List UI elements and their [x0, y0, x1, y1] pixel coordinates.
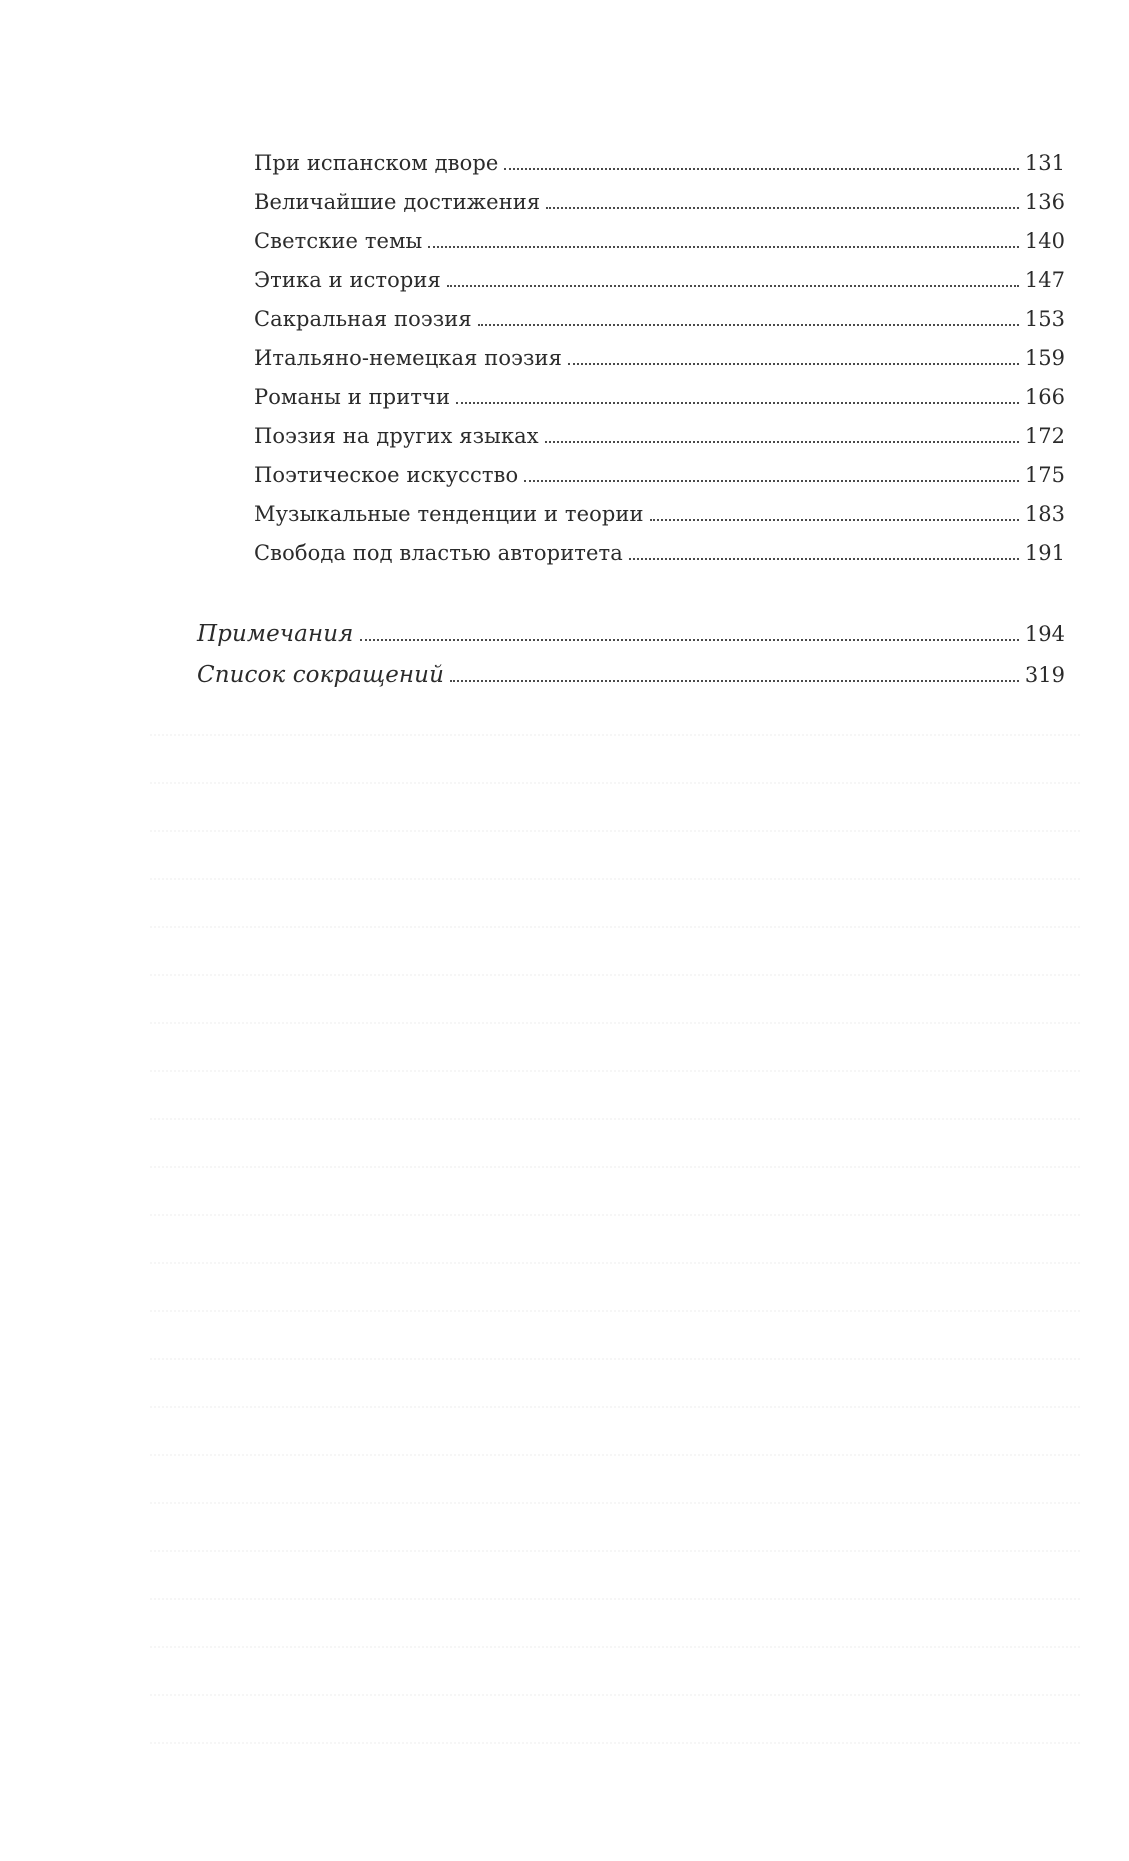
dot-leader — [524, 479, 1019, 482]
toc-entry-page: 159 — [1024, 346, 1065, 370]
toc-entry — [254, 296, 1065, 332]
table-of-contents — [0, 0, 1129, 688]
toc-main-entry — [197, 611, 1065, 647]
dot-leader — [545, 440, 1019, 443]
toc-entry — [254, 374, 1065, 410]
toc-entry — [254, 218, 1065, 254]
toc-entry-page: 131 — [1024, 151, 1065, 175]
dot-leader — [629, 557, 1019, 560]
toc-entry-page: 172 — [1024, 424, 1065, 448]
toc-entry-title: При испанском дворе — [254, 151, 499, 175]
toc-main-entry-title: Примечания — [197, 621, 354, 647]
dot-leader — [546, 206, 1019, 209]
toc-entry-page: 136 — [1024, 190, 1065, 214]
toc-entry-page: 147 — [1024, 268, 1065, 292]
dot-leader — [568, 362, 1019, 365]
dot-leader — [450, 679, 1019, 682]
toc-entry-page: 183 — [1024, 502, 1065, 526]
toc-entry-page: 166 — [1024, 385, 1065, 409]
toc-entry-title: Светские темы — [254, 229, 423, 253]
show-through-background — [150, 690, 1080, 1790]
toc-entry-title: Сакральная поэзия — [254, 307, 472, 331]
toc-entry-page: 153 — [1024, 307, 1065, 331]
dot-leader — [447, 284, 1019, 287]
toc-entry-page: 175 — [1024, 463, 1065, 487]
toc-entry — [254, 413, 1065, 449]
toc-entry-title: Итальяно-немецкая поэзия — [254, 346, 562, 370]
toc-main-entry-page: 194 — [1024, 622, 1065, 646]
dot-leader — [456, 401, 1019, 404]
dot-leader — [650, 518, 1019, 521]
toc-main-entry — [197, 652, 1065, 688]
toc-entry — [254, 530, 1065, 566]
dot-leader — [478, 323, 1019, 326]
toc-entry — [254, 491, 1065, 527]
toc-entry — [254, 452, 1065, 488]
dot-leader — [504, 167, 1019, 170]
dot-leader — [428, 245, 1019, 248]
toc-entry — [254, 140, 1065, 176]
toc-entry-title: Поэзия на других языках — [254, 424, 539, 448]
toc-main-entry-page: 319 — [1024, 663, 1065, 687]
toc-entry — [254, 335, 1065, 371]
dot-leader — [360, 638, 1019, 641]
toc-main-entry-title: Список сокращений — [197, 662, 445, 688]
toc-entry-title: Романы и притчи — [254, 385, 451, 409]
toc-entry — [254, 179, 1065, 215]
toc-entry-page: 140 — [1024, 229, 1065, 253]
toc-entry-title: Поэтическое искусство — [254, 463, 519, 487]
toc-entry — [254, 257, 1065, 293]
toc-entry-title: Свобода под властью авторитета — [254, 541, 623, 565]
toc-entry-title: Величайшие достижения — [254, 190, 541, 214]
toc-entry-title: Этика и история — [254, 268, 441, 292]
toc-entry-page: 191 — [1024, 541, 1065, 565]
toc-entry-title: Музыкальные тенденции и теории — [254, 502, 644, 526]
